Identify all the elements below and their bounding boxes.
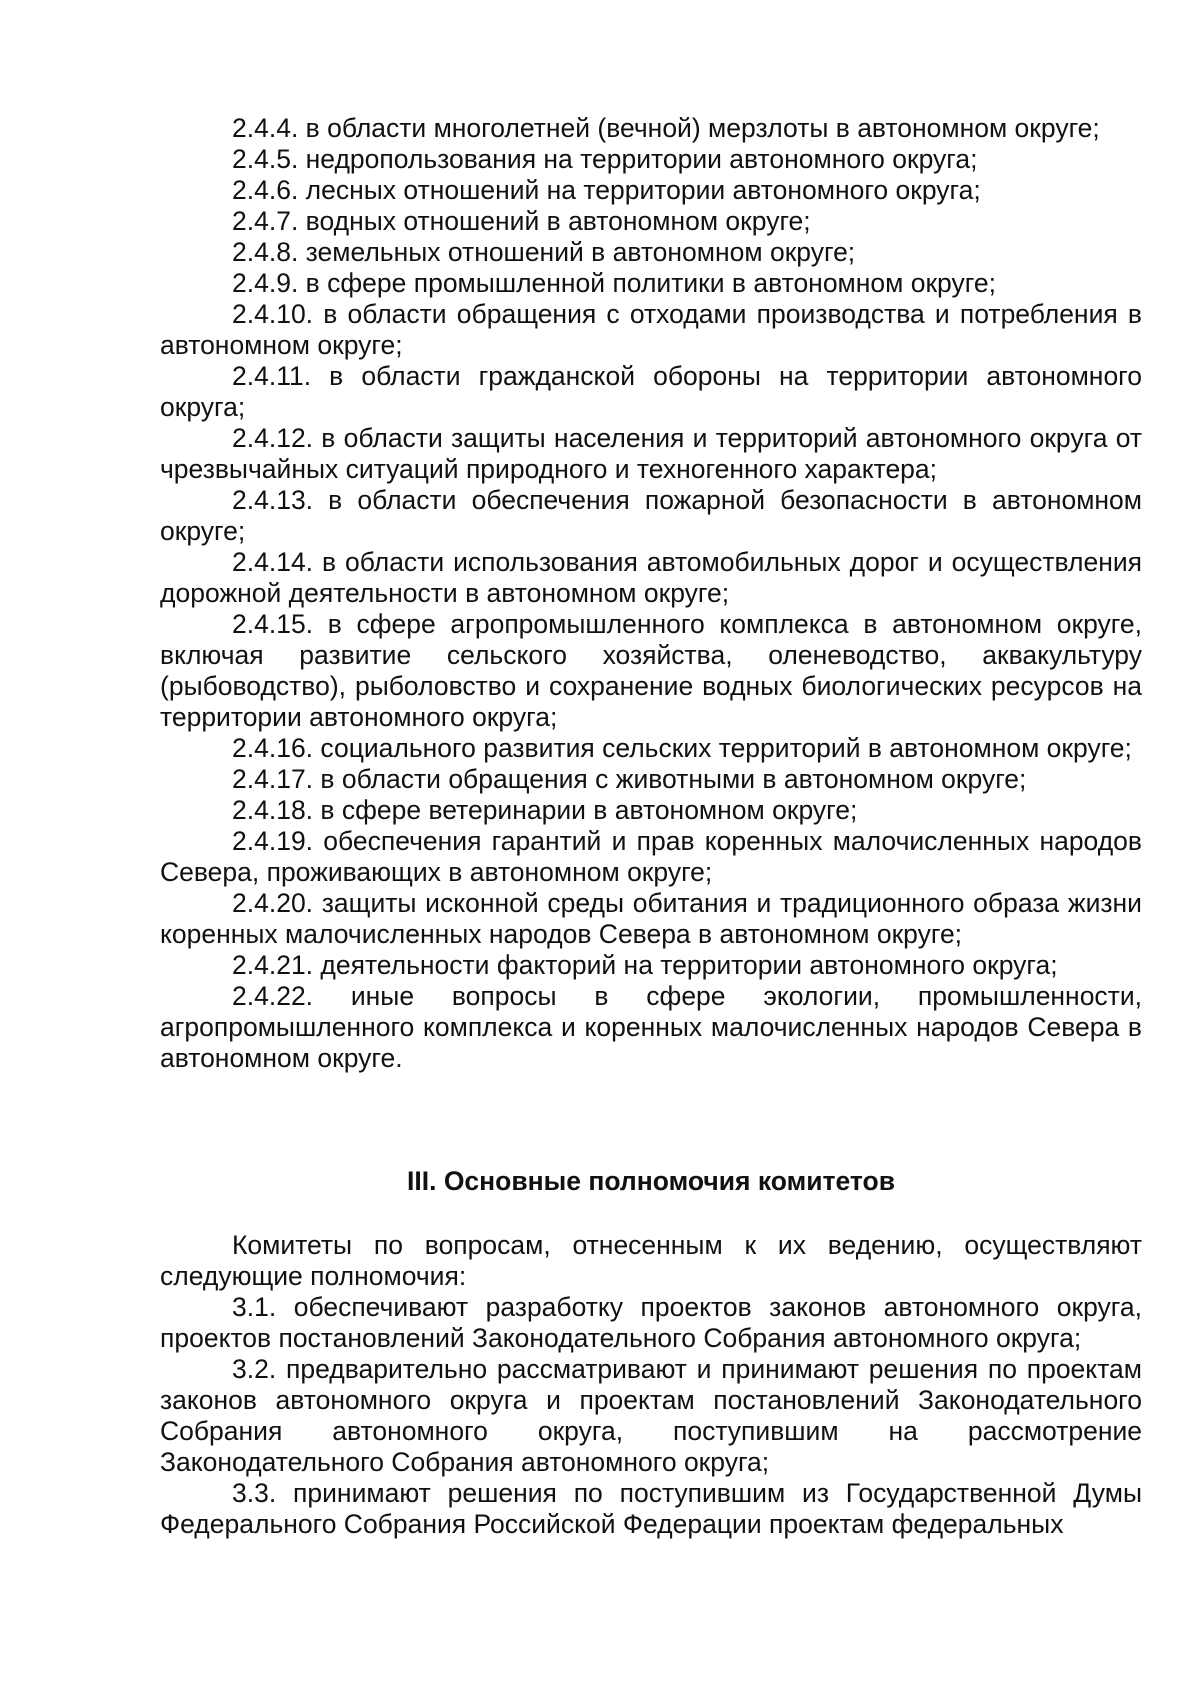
item-2-4-12: 2.4.12. в области защиты населения и территорий автономного округа от чрезвычайных ситуаций природного и техногенного характера;	[160, 423, 1142, 484]
item-3-2: 3.2. предварительно рассматривают и принимают решения по проектам законов автономного округа и проектам постановлений Законодательного Собрания автономного округа, поступившим на рассмотрение Законодательного Собрания автономного округа;	[160, 1354, 1142, 1477]
item-2-4-21: 2.4.21. деятельности факторий на территории автономного округа;	[232, 950, 1058, 980]
item-2-4-19: 2.4.19. обеспечения гарантий и прав коренных малочисленных народов Севера, проживающих в автономном округе;	[160, 826, 1142, 887]
item-2-4-18: 2.4.18. в сфере ветеринарии в автономном округе;	[232, 795, 858, 825]
item-2-4-13: 2.4.13. в области обеспечения пожарной безопасности в автономном округе;	[160, 485, 1142, 546]
item-2-4-15: 2.4.15. в сфере агропромышленного комплекса в автономном округе, включая развитие сельского хозяйства, оленеводство, аквакультуру (рыбоводство), рыболовство и сохранение водных биологических ресурсов на территории автономного округа;	[160, 609, 1142, 732]
item-2-4-5: 2.4.5. недропользования на территории автономного округа;	[232, 144, 978, 174]
item-2-4-11: 2.4.11. в области гражданской обороны на территории автономного округа;	[160, 361, 1142, 422]
item-2-4-20: 2.4.20. защиты исконной среды обитания и традиционного образа жизни коренных малочисленных народов Севера в автономном округе;	[160, 888, 1142, 949]
section-heading: III. Основные полномочия комитетов	[407, 1166, 895, 1196]
item-3-3: 3.3. принимают решения по поступившим из Государственной Думы Федерального Собрания Российской Федерации проектам федеральных	[160, 1478, 1142, 1539]
item-2-4-10: 2.4.10. в области обращения с отходами производства и потребления в автономном округе;	[160, 299, 1142, 360]
item-2-4-22: 2.4.22. иные вопросы в сфере экологии, промышленности, агропромышленного комплекса и коренных малочисленных народов Севера в автономном округе.	[160, 981, 1142, 1073]
item-2-4-17: 2.4.17. в области обращения с животными в автономном округе;	[232, 764, 1027, 794]
item-2-4-4: 2.4.4. в области многолетней (вечной) мерзлоты в автономном округе;	[232, 113, 1100, 143]
item-2-4-7: 2.4.7. водных отношений в автономном округе;	[232, 206, 811, 236]
item-2-4-9: 2.4.9. в сфере промышленной политики в автономном округе;	[232, 268, 996, 298]
item-2-4-14: 2.4.14. в области использования автомобильных дорог и осуществления дорожной деятельности в автономном округе;	[160, 547, 1142, 608]
item-3-1: 3.1. обеспечивают разработку проектов законов автономного округа, проектов постановлений Законодательного Собрания автономного округа;	[160, 1292, 1142, 1353]
item-2-4-8: 2.4.8. земельных отношений в автономном округе;	[232, 237, 856, 267]
document-page	[160, 113, 1142, 1540]
item-2-4-6: 2.4.6. лесных отношений на территории автономного округа;	[232, 175, 981, 205]
item-2-4-16: 2.4.16. социального развития сельских территорий в автономном округе;	[232, 733, 1132, 763]
section-intro: Комитеты по вопросам, отнесенным к их ведению, осуществляют следующие полномочия:	[160, 1230, 1142, 1291]
